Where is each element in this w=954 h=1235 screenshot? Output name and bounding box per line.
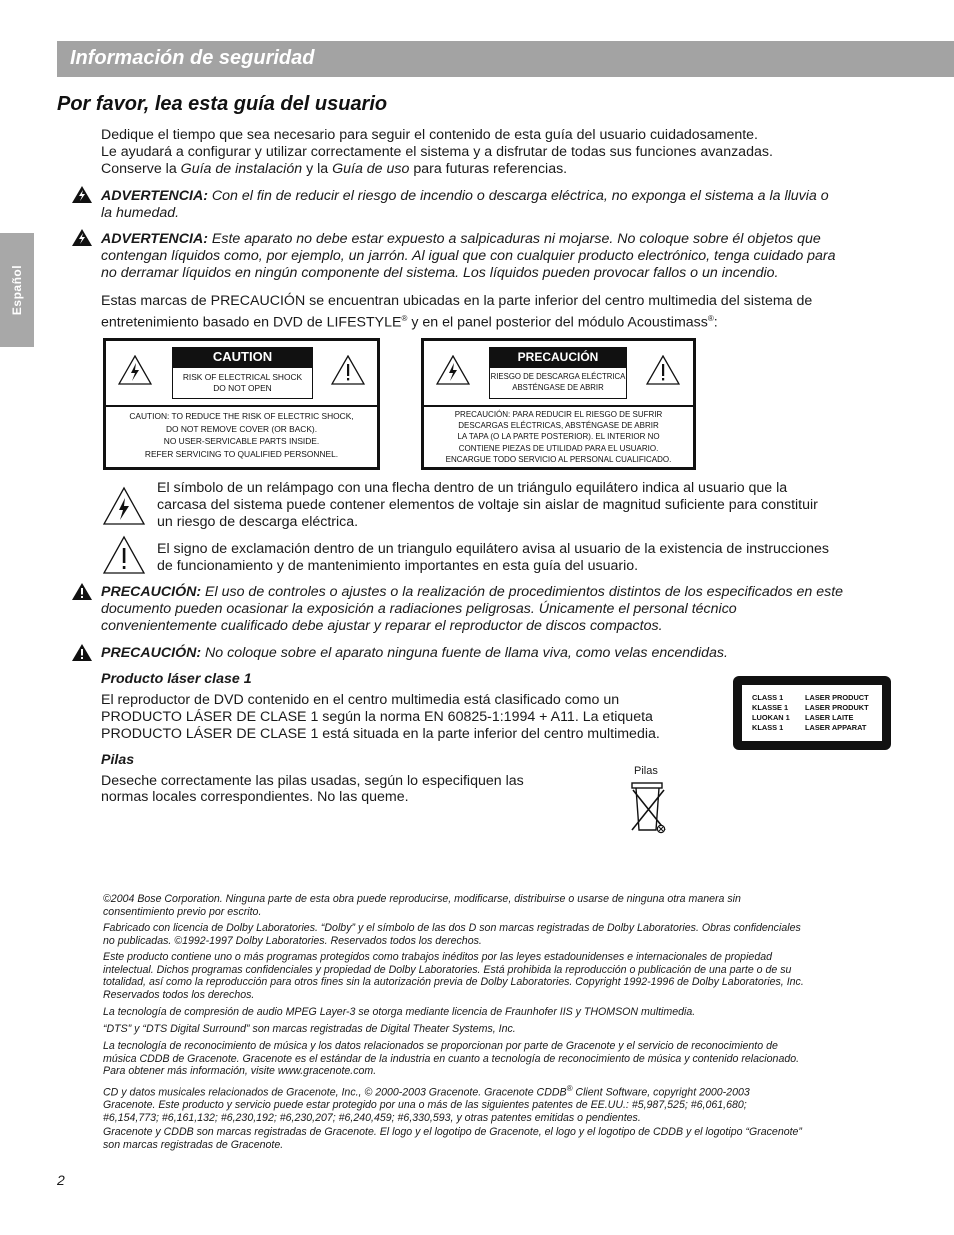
caution-1-text: convenientemente cualificado debe ajustar y reparar el reproductor de discos compactos. [101,618,663,634]
marks-text: : [713,314,718,331]
caution-body-line: CAUTION: TO REDUCE THE RISK OF ELECTRIC SHOCK, [129,411,354,421]
precaucion-title: PRECAUCIÓN [489,347,627,367]
caution-risk-box [172,367,313,399]
lightning-triangle-icon [118,355,152,385]
warning-2-text: no derramar líquidos en ningún componente del sistema. Los líquidos pueden provocar fallos o un incendio. [101,265,779,281]
battery-paragraph [101,773,601,805]
exclamation-note-line: El signo de exclamación dentro de un triangulo equilátero avisa al usuario de la existencia de instrucciones [157,541,829,557]
footnote-line: Para obtener más información, visite www.gracenote.com. [103,1065,377,1077]
intro-line-2: Le ayudará a configurar y utilizar correctamente el sistema y a disfrutar de todas sus funciones avanzadas. [101,144,773,160]
language-tab-label: Español [10,264,24,316]
crossed-bin-icon [628,780,672,836]
laser-label-panel [742,685,882,741]
footnote-dolby-software [103,951,903,1001]
laser-heading: Producto láser clase 1 [101,671,252,687]
footnote-dts: “DTS” y “DTS Digital Surround” son marcas registradas de Digital Theater Systems, Inc. [103,1023,516,1035]
footnote-line: Fabricado con licencia de Dolby Laboratories. “Dolby” y el símbolo de las dos D son marcas registradas de Dolby Laboratories. Obras confidenciales [103,922,801,934]
lightning-triangle-icon [436,355,470,385]
section-header-bar [57,41,954,77]
intro-text: Conserve la [101,161,181,177]
warning-2-text: contengan líquidos como, por ejemplo, un jarrón. Al igual que con cualquier producto electrónico, tenga cuidado para [101,248,836,264]
footnote-line: música CDDB de Gracenote. Gracenote es el estándar de la industria en cuanto a tecnología de reconocimiento de música y contenido relacionado. [103,1052,800,1065]
footnote-line: intelectual. Dichos programas confidenciales y propiedad de Dolby Laboratories. Está prohibida la reproducción o publicación de una parte o de su [103,963,792,976]
laser-label-text: KLASSE 1 [752,703,789,712]
warning-lightning-icon [72,186,92,203]
intro-text: y la [302,161,333,177]
footnote-dolby [103,922,903,947]
section-title: Información de seguridad [70,47,315,69]
laser-class-label [733,676,891,750]
registered-mark: ® [566,1084,573,1093]
caution-marks-paragraph [101,293,901,332]
laser-line: El reproductor de DVD contenido en el centro multimedia está clasificado como un [101,692,620,708]
warning-2-label: ADVERTENCIA: [101,231,208,247]
exclamation-triangle-icon [331,355,365,385]
laser-label-text: CLASS 1 [752,693,784,702]
footnote-mpeg: La tecnología de compresión de audio MPEG Layer-3 se otorga mediante licencia de Fraunhofer IIS y THOMSON multimedia. [103,1006,696,1018]
caution-2 [101,645,901,662]
footnote-line: ©2004 Bose Corporation. Ninguna parte de esta obra puede reproducirse, modificarse, distribuirse o usarse de ninguna otra manera sin [103,893,741,905]
caution-risk-text: RISK OF ELECTRICAL SHOCK [182,372,303,382]
battery-icon-caption: Pilas [634,765,658,777]
exclamation-triangle-icon [646,355,680,385]
intro-paragraph [101,127,901,178]
caution-title: CAUTION [172,347,313,367]
warning-exclamation-icon [72,644,92,661]
caution-body-line: NO USER-SERVICABLE PARTS INSIDE. [163,436,320,447]
precaucion-body-line: DESCARGAS ELÉCTRICAS, ABSTÉNGASE DE ABRIR [458,421,659,431]
laser-label-text: LASER LAITE [805,713,854,722]
footnote-text: Client Software, copyright 2000-2003 [572,1086,750,1099]
caution-2-label: PRECAUCIÓN: [101,645,202,661]
lightning-note-line: El símbolo de un relámpago con una flecha dentro de un triángulo equilátero indica al usuario que la [157,480,788,496]
page-number: 2 [57,1172,65,1188]
label-divider [424,405,693,407]
marks-text: y en el panel posterior del módulo Acoustimass [407,314,708,331]
laser-line: PRODUCTO LÁSER DE CLASE 1 está situada en la parte inferior del centro multimedia. [101,726,660,742]
footnote-gracenote-trademarks [103,1126,903,1151]
caution-label-spanish [421,338,696,470]
caution-1-text: El uso de controles o ajustes o la realización de procedimientos distintos de los especificados en este [201,584,844,600]
exclamation-note-line: de funcionamiento y de mantenimiento importantes en esta guía del usuario. [157,558,639,574]
footnote-gracenote-patents [103,1083,903,1124]
intro-line-3 [101,161,901,178]
warning-2 [101,231,901,282]
caution-body-line: DO NOT REMOVE COVER (OR BACK). [165,423,318,434]
precaucion-body-line: ENCARGUE TODO SERVICIO AL PERSONAL CUALIFICADO. [445,454,672,464]
warning-1-label: ADVERTENCIA: [101,188,208,204]
footnote-line: #6,154,773; #6,161,132; #6,230,192; #6,230,207; #6,240,459; #6,330,593, y otras patentes emitidas o pendientes. [103,1111,641,1124]
laser-line: PRODUCTO LÁSER DE CLASE 1 según la norma EN 60825-1:1994 + A11. La etiqueta [101,709,653,725]
battery-line: normas locales correspondientes. No las queme. [101,789,409,805]
registered-mark: ® [707,314,714,323]
lightning-triangle-icon [102,486,146,526]
precaucion-risk-box [489,367,627,399]
footnote-line: consentimiento previo por escrito. [103,905,262,918]
laser-label-text: LASER PRODUKT [805,703,869,712]
footnote-line: no publicadas. ©1992-1997 Dolby Laboratories. Reservados todos los derechos. [103,934,482,947]
laser-paragraph [101,692,726,743]
footnote-line: son marcas registradas de Gracenote. [103,1138,284,1151]
laser-label-text: LASER PRODUCT [805,693,869,702]
label-divider [106,405,377,407]
caution-label-english [103,338,380,470]
install-guide-title: Guía de instalación [180,161,303,177]
marks-text: entretenimiento basado en DVD de LIFESTYLE [101,314,402,331]
precaucion-body-line: PRECAUCIÓN: PARA REDUCIR EL RIESGO DE SUFRIR [454,410,663,419]
warning-lightning-icon [72,229,92,246]
laser-label-text: LASER APPARAT [805,723,867,732]
marks-line-2 [101,310,901,332]
footnote-line: La tecnología de reconocimiento de música y los datos relacionados se proporcionan por parte de Gracenote y el servicio de reconocimiento de [103,1040,778,1052]
caution-2-text: No coloque sobre el aparato ninguna fuente de llama viva, como velas encendidas. [201,645,728,661]
laser-label-text: KLASS 1 [752,723,784,732]
precaucion-body-line: CONTIENE PIEZAS DE UTILIDAD PARA EL USUARIO. [458,443,659,453]
page-heading: Por favor, lea esta guía del usuario [57,93,388,115]
usage-guide-title: Guía de uso [332,161,410,177]
precaucion-risk-text: ABSTÉNGASE DE ABRIR [512,382,604,392]
footnote-line: totalidad, así como la reproducción para otros fines sin la autorización previa de Dolby Laboratories. Copyright 1992-1996 de Dolby Laboratories, Inc. [103,976,804,988]
precaucion-risk-text: RIESGO DE DESCARGA ELÉCTRICA [490,372,626,381]
warning-exclamation-icon [72,583,92,600]
footnote-line: Reservados todos los derechos. [103,988,255,1001]
precaucion-body-line: LA TAPA (O LA PARTE POSTERIOR). EL INTERIOR NO [457,432,660,442]
caution-1-label: PRECAUCIÓN: [101,584,202,600]
footnote-copyright [103,893,903,918]
lightning-note [157,480,917,531]
battery-heading: Pilas [101,752,135,768]
caution-1 [101,584,901,635]
caution-body [106,410,377,460]
lightning-note-line: carcasa del sistema puede contener elementos de voltaje sin aislar de magnitud suficiente para constituir [157,497,818,513]
footnote-gracenote-tech [103,1040,903,1078]
laser-label-text: LUOKAN 1 [752,713,790,722]
battery-line: Deseche correctamente las pilas usadas, según lo especifiquen las [101,773,524,789]
footnote-line: Gracenote y CDDB son marcas registradas de Gracenote. El logo y el logotipo de Gracenote, el logo y el logotipo de CDDB y el logotipo “Gracenote” [103,1126,802,1138]
warning-1 [101,188,901,222]
warning-1-text: la humedad. [101,205,180,221]
footnote-line: Este producto contiene uno o más programas protegidos como trabajos inéditos por las leyes estadounidenses e internacionales de propiedad [103,951,772,963]
precaucion-body [424,409,693,465]
intro-line-1: Dedique el tiempo que sea necesario para seguir el contenido de esta guía del usuario cuidadosamente. [101,127,759,143]
footnote-text: CD y datos musicales relacionados de Gracenote, Inc., © 2000-2003 Gracenote. Gracenote CDDB [103,1086,567,1099]
warning-2-text: Este aparato no debe estar expuesto a salpicaduras ni mojarse. No coloque sobre él objetos que [207,231,821,247]
caution-body-line: REFER SERVICING TO QUALIFIED PERSONNEL. [144,448,339,459]
marks-line-1: Estas marcas de PRECAUCIÓN se encuentran ubicadas en la parte inferior del centro multimedia del sistema de [101,293,813,309]
warning-1-text: Con el fin de reducir el riesgo de incendio o descarga eléctrica, no exponga el sistema a la lluvia o [207,188,829,204]
intro-text: para futuras referencias. [409,161,568,177]
caution-1-text: documento pueden ocasionar la exposición a radiaciones peligrosas. Únicamente el personal técnico [101,601,737,617]
caution-risk-text: DO NOT OPEN [213,382,272,393]
registered-mark: ® [401,314,408,323]
language-side-tab [0,233,34,347]
exclamation-note [157,541,917,575]
footnote-line: Gracenote. Este producto y servicio puede estar protegido por una o más de las siguientes patentes de EE.UU.: #5,987,525; #6,061,680; [103,1099,747,1112]
exclamation-triangle-icon [102,535,146,575]
lightning-note-line: un riesgo de descarga eléctrica. [157,514,359,530]
